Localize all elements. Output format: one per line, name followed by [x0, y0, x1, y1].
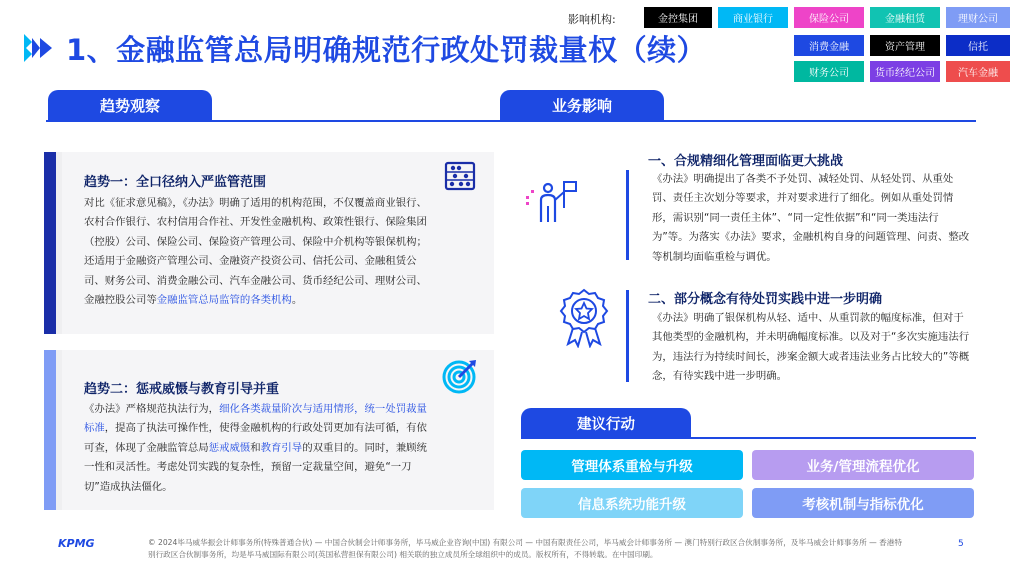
impact-section-heading: 业务影响: [500, 90, 664, 120]
footer-disclaimer: © 2024毕马威华振会计师事务所(特殊普通合伙) — 中国合伙制会计师事务所，毕马威企业咨询(中国) 有限公司 — 中国有限责任公司，毕马威会计师事务所 — 澳门特别行政区合伙制事务所，及毕马威会计师事务所 — 香港特别行政区合伙制事务所，均是毕马威国际有限公司(英国私营担保有限公司) 相关联的独立成员所全球组织中的成员。版权所有，不得转载。在中国印刷。: [148, 538, 902, 559]
impact1-body: 《办法》明确提出了各类不予处罚、减轻处罚、从轻处罚、从重处罚、责任主次划分等要求，并对要求进行了细化。例如从重处罚情形，需识别“同一责任主体”、“同一定性依据”和“同一类违法行为”等。为落实《办法》要求，金融机构自身的问题管理、问责、整改等机制均面临重检与调优。: [652, 173, 970, 263]
impact2-body: 《办法》明确了银保机构从轻、适中、从重罚款的幅度标准，但对于其他类型的金融机构，并未明确幅度标准。以及对于“多次实施违法行为，违法行为持续时间长，涉案金额大或者违法业务占比较大的”等概念，有待实践中进一步明确。: [652, 312, 970, 383]
impact2-divider: [626, 290, 629, 382]
institution-tag: 金控集团: [644, 7, 712, 28]
institution-tag: 消费金融: [794, 35, 864, 56]
actions-heading-underline: [521, 437, 976, 439]
trend-heading-underline: [46, 120, 500, 122]
kpmg-logo: KPMG: [58, 537, 95, 550]
page-title: 1、金融监管总局明确规范行政处罚裁量权（续）: [66, 33, 707, 67]
abacus-icon: [444, 160, 476, 192]
impact2-title: 二、部分概念有待处罚实践中进一步明确: [648, 292, 883, 307]
award-badge-icon: [558, 288, 610, 348]
actions-heading: 建议行动: [521, 408, 691, 438]
impact-heading-underline: [500, 120, 976, 122]
action-item: 考核机制与指标优化: [752, 488, 974, 518]
trend1-title: 趋势一：全口径纳入严监管范围: [84, 175, 267, 190]
trend2-card: [44, 350, 494, 510]
institution-tag: 商业银行: [718, 7, 788, 28]
trend2-body: 《办法》严格规范执法行为，细化各类裁量阶次与适用情形，统一处罚裁量标准，提高了执法可操作性，使得金融机构的行政处罚更加有法可循，有依可查，体现了金融监管总局惩戒威慑和教育引导的双重目的。同时，兼顾统一性和灵活性。考虑处罚实践的复杂性，预留一定裁量空间，避免“一刀切”造成执法僵化。: [84, 403, 427, 493]
institution-tag: 货币经纪公司: [870, 61, 940, 82]
action-item: 管理体系重检与升级: [521, 450, 743, 480]
trend2-title: 趋势二：惩戒威慑与教育引导并重: [84, 382, 280, 397]
institution-tag: 保险公司: [794, 7, 864, 28]
institution-tag: 信托: [946, 35, 1010, 56]
trend-section-heading: 趋势观察: [48, 90, 212, 120]
leader-flag-icon: [526, 178, 578, 224]
trend1-card: [44, 152, 494, 334]
institution-tag: 资产管理: [870, 35, 940, 56]
institution-tag: 理财公司: [946, 7, 1010, 28]
action-item: 信息系统功能升级: [521, 488, 743, 518]
action-item: 业务/管理流程优化: [752, 450, 974, 480]
institution-tag: 汽车金融: [946, 61, 1010, 82]
trend1-body: 对比《征求意见稿》，《办法》明确了适用的机构范围，不仅覆盖商业银行、农村合作银行、农村信用合作社、开发性金融机构、政策性银行、保险集团（控股）公司、保险公司、保险资产管理公司、保险中介机构等银保机构；还适用于金融资产管理公司、金融资产投资公司、信托公司、金融租赁公司、财务公司、消费金融公司、汽车金融公司、货币经纪公司、理财公司、金融控股公司等金融监管总局监管的各类机构。: [84, 197, 427, 307]
page-number: 5: [958, 539, 964, 549]
impact1-divider: [626, 170, 629, 260]
institutions-label: 影响机构:: [568, 13, 616, 26]
institution-tag: 金融租赁: [870, 7, 940, 28]
impact1-title: 一、合规精细化管理面临更大挑战: [648, 154, 844, 169]
institution-tag: 财务公司: [794, 61, 864, 82]
title-arrows-icon: [24, 34, 54, 62]
target-icon: [442, 358, 478, 394]
